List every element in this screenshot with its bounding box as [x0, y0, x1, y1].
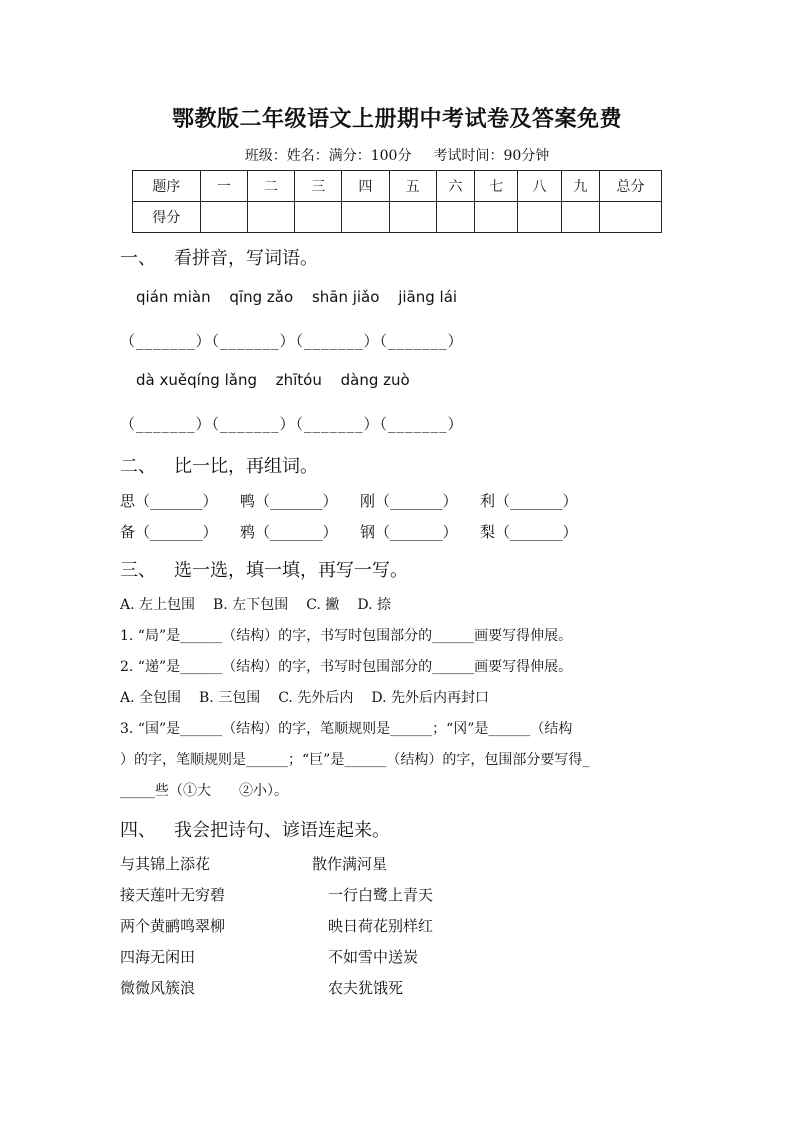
header-cell: 一 [200, 171, 247, 202]
option: D. 先外后内再封口 [371, 690, 489, 706]
score-cell [200, 202, 247, 233]
score-cell [342, 202, 389, 233]
score-cell [436, 202, 474, 233]
pinyin-word: qián miàn [136, 288, 211, 306]
score-row-label: 得分 [133, 202, 201, 233]
score-cell [389, 202, 436, 233]
compare-item: 思（_______） [120, 492, 218, 510]
score-cell [518, 202, 561, 233]
option: D. 捺 [357, 597, 391, 613]
option: B. 左下包围 [213, 597, 289, 613]
exam-time-label: 考试时间：90分钟 [433, 148, 550, 164]
compare-item: 刚（_______） [360, 492, 458, 510]
header-cell: 六 [436, 171, 474, 202]
section-number: 一、 [120, 248, 156, 269]
pinyin-word: dàng zuò [340, 371, 410, 389]
header-cell: 四 [342, 171, 389, 202]
left-phrase: 接天莲叶无穷碧 [120, 886, 226, 904]
question-3-line-2: ）的字，笔顺规则是______；“巨”是______（结构）的字，包围部分要写得_ [120, 752, 590, 768]
left-phrase: 两个黄鹂鸣翠柳 [120, 917, 226, 935]
right-phrase: 一行白鹭上青天 [328, 886, 434, 904]
header-cell: 七 [475, 171, 518, 202]
pinyin-row-1 [136, 288, 471, 306]
pinyin-word: dà xuěqíng lǎng [136, 371, 257, 389]
compare-item: 利（_______） [480, 492, 578, 510]
exam-info [0, 145, 794, 165]
section-number: 三、 [120, 560, 156, 581]
section-title: 选一选，填一填，再写一写。 [174, 560, 408, 581]
page-title: 鄂教版二年级语文上册期中考试卷及答案免费 [171, 106, 622, 132]
compare-item: 鸭（_______） [240, 492, 338, 510]
header-cell: 总分 [600, 171, 662, 202]
question-3-line-1: 3. “国”是______（结构）的字，笔顺规则是______；“冈”是______（结构 [120, 721, 573, 737]
question-1: 1. “局”是______（结构）的字，书写时包围部分的______画要写得伸展。 [120, 628, 573, 644]
score-cell [247, 202, 294, 233]
header-cell: 三 [295, 171, 342, 202]
pinyin-word: qīng zǎo [229, 288, 294, 306]
left-phrase: 与其锦上添花 [120, 855, 211, 873]
section-title: 比一比，再组词。 [174, 456, 318, 477]
pinyin-word: zhītóu [275, 371, 322, 389]
section-title: 我会把诗句、谚语连起来。 [174, 820, 390, 841]
pinyin-word: jiāng lái [398, 288, 458, 306]
right-phrase: 农夫犹饿死 [328, 979, 404, 997]
right-phrase: 不如雪中送炭 [328, 948, 419, 966]
compare-item: 钢（_______） [360, 523, 458, 541]
header-cell: 二 [247, 171, 294, 202]
pinyin-row-2 [136, 371, 424, 389]
options-row-2 [120, 687, 507, 707]
section-2-heading [120, 452, 318, 478]
compare-item: 鸦（_______） [240, 523, 338, 541]
section-number: 四、 [120, 820, 156, 841]
section-4-heading [120, 816, 390, 842]
compare-item: 梨（_______） [480, 523, 578, 541]
header-cell: 九 [561, 171, 599, 202]
compare-row-2 [120, 521, 600, 542]
right-phrase: 散作满河星 [312, 855, 388, 873]
compare-item: 备（_______） [120, 523, 218, 541]
score-table-score-row [133, 202, 662, 233]
option: A. 全包围 [120, 690, 182, 706]
header-cell: 题序 [133, 171, 201, 202]
class-name-score-label: 班级：姓名：满分：100分 [244, 148, 412, 164]
answer-blanks-row-2: （_______）（_______）（_______）（_______） [120, 415, 464, 433]
section-1-heading [120, 244, 318, 270]
score-cell [295, 202, 342, 233]
score-cell [600, 202, 662, 233]
compare-row-1 [120, 490, 600, 511]
question-2: 2. “递”是______（结构）的字，书写时包围部分的______画要写得伸展。 [120, 659, 573, 675]
pinyin-word: shān jiǎo [311, 288, 380, 306]
left-phrase: 四海无闲田 [120, 948, 196, 966]
question-3-line-3: _____些（①大 ②小）。 [120, 783, 288, 799]
header-cell: 五 [389, 171, 436, 202]
section-number: 二、 [120, 456, 156, 477]
score-cell [475, 202, 518, 233]
option: B. 三包围 [199, 690, 261, 706]
score-table [132, 170, 662, 233]
option: A. 左上包围 [120, 597, 196, 613]
header-cell: 八 [518, 171, 561, 202]
section-title: 看拼音，写词语。 [174, 248, 318, 269]
left-phrase: 微微风簇浪 [120, 979, 196, 997]
answer-blanks-row-1: （_______）（_______）（_______）（_______） [120, 332, 464, 350]
score-table-header-row [133, 171, 662, 202]
option: C. 先外后内 [278, 690, 354, 706]
right-phrase: 映日荷花别样红 [328, 917, 434, 935]
section-3-heading [120, 556, 408, 582]
options-row-1 [120, 594, 409, 614]
score-cell [561, 202, 599, 233]
option: C. 撇 [306, 597, 340, 613]
